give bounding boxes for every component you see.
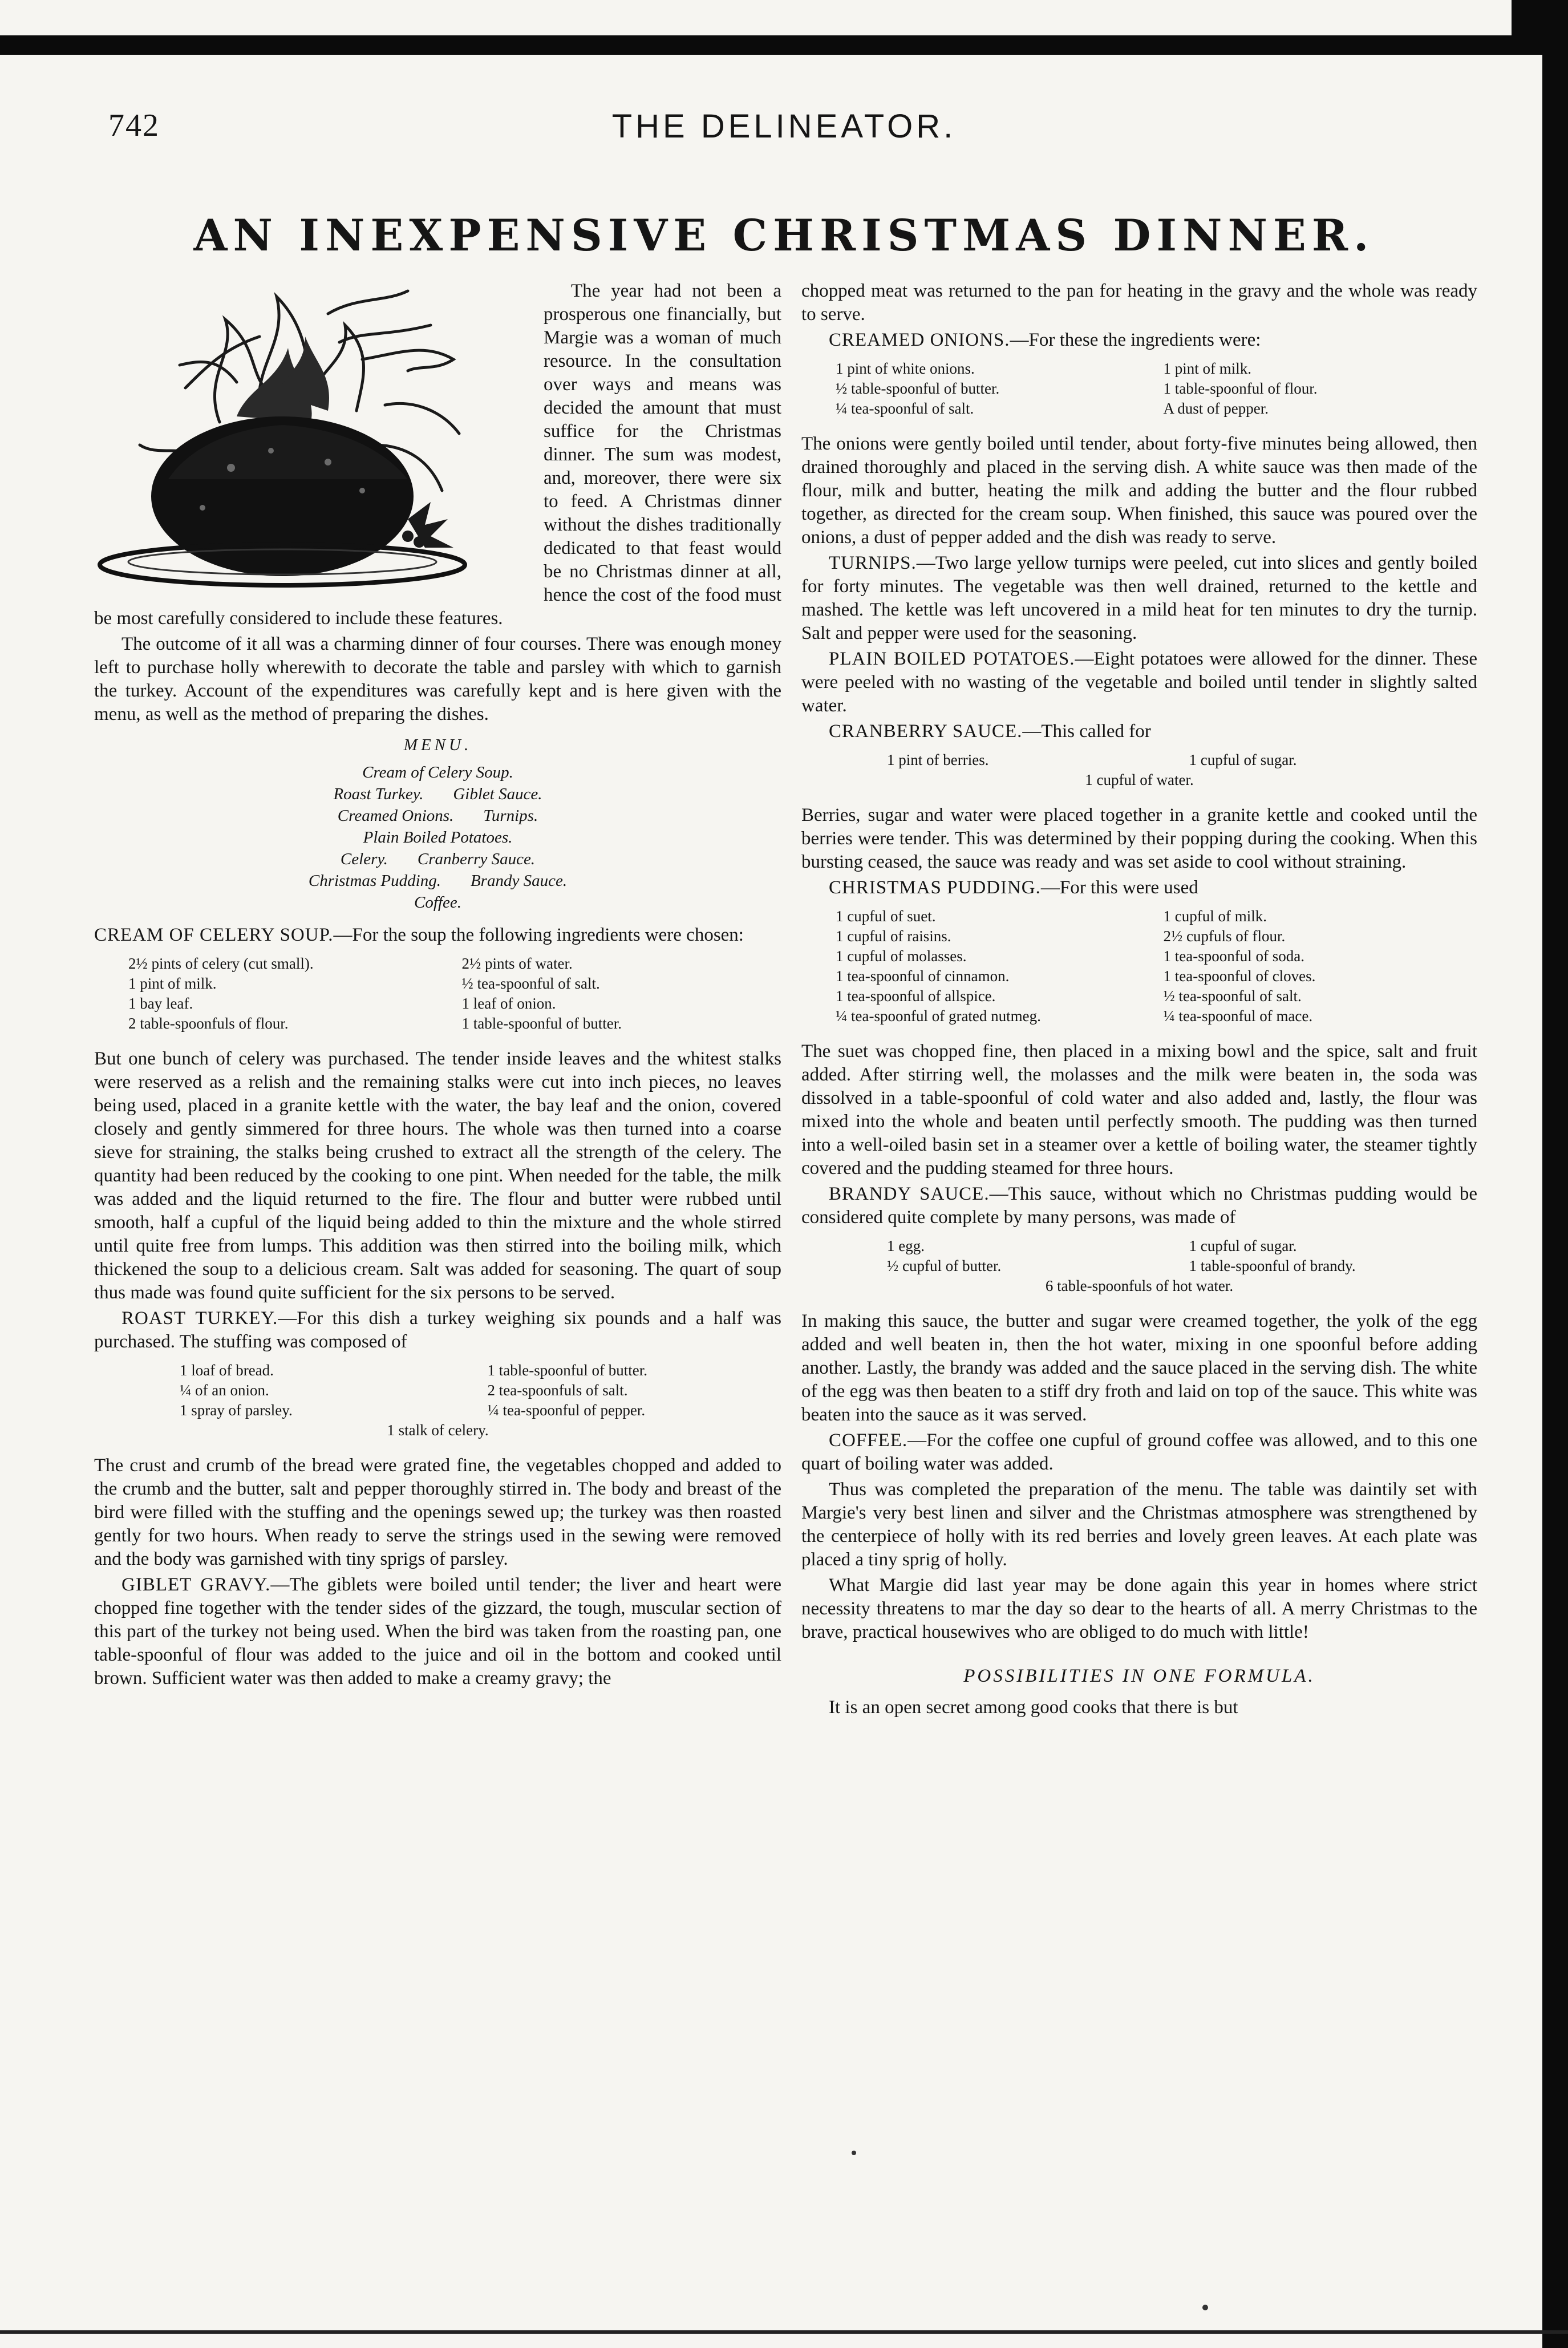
turkey-method: The crust and crumb of the bread were grated fine, the vegetables chopped and added to the crumb and the butter, salt and pepper thoroughly stirred in. The body and breast of the bird were filled with the stuffing and the openings sewed up; the turkey was then roasted gently for two hours. When ready to serve the strings used in the sewing were removed and the body was garnished with tiny sprigs of parsley. bbox=[94, 1455, 781, 1569]
section-text: —The giblets were boiled until tender; the liver and heart were chopped fine together with the tender sides of the gizzard, the tough, muscular section of this part of the turkey not being used. When the bird was taken from the roasting pan, one table-spoonful of flour was added to the juice and oil in the bottom and cooked until brown. Sufficient water was then added to make a creamy gravy; the bbox=[94, 1574, 781, 1689]
section-heading: COFFEE. bbox=[829, 1430, 908, 1451]
section-heading: CREAMED ONIONS. bbox=[829, 330, 1010, 350]
ingredient: 1 cupful of water. bbox=[1085, 771, 1194, 788]
ingredient: ½ tea-spoonful of salt. bbox=[1163, 987, 1302, 1005]
section-intro: —For this were used bbox=[1040, 877, 1198, 898]
ingredient: 2 table-spoonfuls of flour. bbox=[128, 1015, 289, 1032]
page-number: 742 bbox=[108, 108, 160, 143]
ingredient: ¼ tea-spoonful of salt. bbox=[836, 400, 974, 417]
ingredient: ½ table-spoonful of butter. bbox=[836, 380, 1000, 397]
soup-section bbox=[94, 924, 781, 947]
ingredient: 1 cupful of molasses. bbox=[836, 948, 967, 965]
onions-section bbox=[801, 329, 1477, 352]
menu-item: Roast Turkey. bbox=[333, 785, 424, 803]
ingredient: 1 leaf of onion. bbox=[461, 995, 556, 1012]
right-column bbox=[801, 280, 1477, 1722]
section-heading: TURNIPS. bbox=[829, 553, 917, 573]
section-heading: GIBLET GRAVY. bbox=[121, 1574, 271, 1595]
ingredient: ¼ tea-spoonful of mace. bbox=[1163, 1007, 1313, 1025]
menu-item: Plain Boiled Potatoes. bbox=[363, 828, 513, 847]
section-heading: CRANBERRY SAUCE. bbox=[829, 721, 1023, 742]
cranberry-ingredients bbox=[801, 750, 1477, 790]
section-text: —For the coffee one cupful of ground coffee was allowed, and to this one quart of boiling water was added. bbox=[801, 1430, 1477, 1474]
running-head: THE DELINEATOR. bbox=[611, 108, 957, 145]
closing-paragraph: What Margie did last year may be done again this year in homes where strict necessity threatens to mar the day so dear to the hearts of all. A merry Christmas to the brave, practical housewives who are obliged to do much with little! bbox=[801, 1575, 1477, 1642]
section-intro: —This called for bbox=[1022, 721, 1151, 742]
section-text: —Two large yellow turnips were peeled, cut into slices and gently boiled for forty minutes. The vegetable was then well drained, returned to the kettle and mashed. The kettle was left uncovered in a mild heat for ten minutes to dry the turnip. Salt and pepper were used for the seasoning. bbox=[801, 553, 1477, 643]
section-heading: ROAST TURKEY. bbox=[121, 1308, 278, 1329]
pudding-section bbox=[801, 876, 1477, 900]
onions-method: The onions were gently boiled until tender, about forty-five minutes being allowed, then drained thoroughly and placed in the serving dish. A white sauce was then made of the flour, milk and butter, heating the milk and adding the butter and the flour rubbed together, as directed for the cream soup. When finished, this sauce was poured over the onions, a dust of pepper added and the dish was ready to serve. bbox=[801, 434, 1477, 548]
ingredient: 1 tea-spoonful of soda. bbox=[1163, 948, 1304, 965]
menu bbox=[94, 734, 781, 913]
brandy-method: In making this sauce, the butter and sugar were creamed together, the yolk of the egg added and well beaten in, then the hot water, mixing in one spoonful before adding another. Lastly, the brandy was added and the sauce placed in the serving dish. The white of the egg was then beaten to a stiff dry froth and laid on top of the sauce. This white was beaten into the sauce as it was served. bbox=[801, 1311, 1477, 1425]
article-title: AN INEXPENSIVE CHRISTMAS DINNER. bbox=[193, 210, 1375, 261]
section-heading: BRANDY SAUCE. bbox=[829, 1184, 990, 1204]
menu-item: Giblet Sauce. bbox=[453, 785, 542, 803]
ingredient: 1 tea-spoonful of allspice. bbox=[836, 987, 996, 1005]
ingredient: ¼ tea-spoonful of grated nutmeg. bbox=[836, 1007, 1041, 1025]
ingredient: 1 table-spoonful of butter. bbox=[487, 1362, 647, 1379]
brandy-section bbox=[801, 1183, 1477, 1229]
ingredient: ¼ tea-spoonful of pepper. bbox=[487, 1402, 646, 1419]
menu-item: Christmas Pudding. bbox=[308, 872, 441, 890]
turnips-section bbox=[801, 552, 1477, 645]
menu-item: Turnips. bbox=[483, 807, 538, 825]
coffee-section bbox=[801, 1429, 1477, 1476]
right-black-border bbox=[1542, 0, 1568, 2348]
christmas-pudding-icon bbox=[88, 274, 528, 593]
ingredient: 1 pint of white onions. bbox=[836, 360, 975, 377]
soup-method: But one bunch of celery was purchased. The tender inside leaves and the whitest stalks were reserved as a relish and the remaining stalks were cut into inch pieces, no leaves being used, placed in a granite kettle with the water, the bay leaf and the onion, covered closely and gently simmered for three hours. The whole was then turned into a coarse sieve for straining, the stalks being crushed to extract all the strength of the celery. The quantity had been reduced by the cooking to one pint. When needed for the table, the milk was added and the liquid returned to the fire. The flour and butter were rubbed until smooth, half a cupful of the liquid being added to thin the mixture and the whole stirred until quite free from lumps. This addition was then stirred into the boiling milk, which thickened the soup to a delicious cream. Salt was added for seasoning. The quart of soup thus made was found quite sufficient for the six persons to be served. bbox=[94, 1048, 781, 1303]
section-intro: —For the soup the following ingredients were chosen: bbox=[333, 925, 744, 945]
ingredient: 1 cupful of sugar. bbox=[1189, 1237, 1297, 1254]
potatoes-section bbox=[801, 647, 1477, 718]
section-intro: —This sauce, without which no Christmas pudding would be considered quite complete by many persons, was made of bbox=[801, 1184, 1477, 1228]
menu-item: Cream of Celery Soup. bbox=[362, 763, 513, 782]
bottom-rule bbox=[0, 2330, 1568, 2334]
menu-item: Brandy Sauce. bbox=[470, 872, 568, 890]
turkey-section bbox=[94, 1307, 781, 1354]
onions-ingredients bbox=[801, 359, 1477, 419]
ingredient: 1 pint of milk. bbox=[128, 975, 217, 992]
ingredient: ½ tea-spoonful of salt. bbox=[461, 975, 600, 992]
ingredient: 2½ cupfuls of flour. bbox=[1163, 928, 1286, 945]
section-intro: —For this dish a turkey weighing six pounds and a half was purchased. The stuffing was composed of bbox=[94, 1308, 782, 1352]
ingredient: 1 spray of parsley. bbox=[180, 1402, 293, 1419]
ingredient: 1 egg. bbox=[887, 1237, 925, 1254]
intro-paragraph: The year had not been a prosperous one financially, but Margie was a woman of much resource. In the consultation over ways and means was decided the amount that must suffice for the Christmas dinner. The sum was modest, and, moreover, there were six to feed. A Christmas dinner without the dishes traditionally dedicated to that feast would be no Christmas dinner at all, hence the cost of the food must be most carefully considered to include these features. bbox=[94, 281, 781, 629]
possibilities-paragraph: It is an open secret among good cooks that there is but bbox=[829, 1697, 1238, 1718]
section-heading: PLAIN BOILED POTATOES. bbox=[829, 649, 1075, 669]
ingredient: 1 cupful of milk. bbox=[1163, 908, 1267, 925]
section-heading: CHRISTMAS PUDDING. bbox=[829, 877, 1041, 898]
soup-ingredients bbox=[94, 954, 781, 1034]
cranberry-section bbox=[801, 720, 1477, 743]
ingredient: 2½ pints of celery (cut small). bbox=[128, 955, 314, 972]
cranberry-method: Berries, sugar and water were placed together in a granite kettle and cooked until the berries were tender. This was determined by their popping during the cooking. When this bursting ceased, the sauce was ready and was set aside to cool without straining. bbox=[801, 805, 1477, 872]
ingredient: A dust of pepper. bbox=[1163, 400, 1269, 417]
print-speck bbox=[852, 2151, 856, 2155]
ingredient: 6 table-spoonfuls of hot water. bbox=[1045, 1277, 1234, 1294]
ingredient: 1 cupful of sugar. bbox=[1189, 751, 1297, 768]
ingredient: 1 tea-spoonful of cloves. bbox=[1163, 967, 1316, 985]
ingredient: 1 cupful of suet. bbox=[836, 908, 936, 925]
ingredient: 1 stalk of celery. bbox=[387, 1422, 489, 1439]
ingredient: 1 bay leaf. bbox=[128, 995, 193, 1012]
stuffing-ingredients bbox=[94, 1361, 781, 1440]
section-intro: —For these the ingredients were: bbox=[1010, 330, 1261, 350]
ingredient: 1 tea-spoonful of cinnamon. bbox=[836, 967, 1010, 985]
ingredient: 1 loaf of bread. bbox=[180, 1362, 274, 1379]
ingredient: 1 table-spoonful of flour. bbox=[1163, 380, 1318, 397]
ingredient: ½ cupful of butter. bbox=[887, 1257, 1002, 1274]
pudding-method: The suet was chopped fine, then placed in a mixing bowl and the spice, salt and fruit added. After stirring well, the molasses and the milk were beaten in, the soda was dissolved in a table-spoonful of cold water and also added and, lastly, the flour was mixed into the whole and beaten until perfectly smooth. The pudding was then turned into a well-oiled basin set in a steamer over a kettle of boiling water, the steamer tightly covered and the pudding steamed for three hours. bbox=[801, 1041, 1477, 1179]
top-paper-edge bbox=[0, 0, 1512, 35]
menu-item: Coffee. bbox=[414, 893, 461, 912]
giblet-section bbox=[94, 1573, 781, 1690]
section-heading: CREAM OF CELERY SOUP. bbox=[94, 925, 334, 945]
outcome-paragraph: The outcome of it all was a charming dinner of four courses. There was enough money left to purchase holly wherewith to decorate the table and parsley with which to garnish the turkey. Account of the expenditures was carefully kept and is here given with the menu, as well as the method of preparing the dishes. bbox=[94, 634, 781, 724]
ingredient: 2½ pints of water. bbox=[461, 955, 573, 972]
possibilities-heading: POSSIBILITIES IN ONE FORMULA. bbox=[963, 1666, 1315, 1686]
giblet-continued: chopped meat was returned to the pan for heating in the gravy and the whole was ready to serve. bbox=[801, 281, 1477, 325]
menu-item: Creamed Onions. bbox=[337, 807, 454, 825]
left-column bbox=[94, 280, 781, 1693]
print-speck bbox=[1202, 2305, 1208, 2310]
menu-item: Cranberry Sauce. bbox=[417, 850, 536, 868]
ingredient: 1 table-spoonful of brandy. bbox=[1189, 1257, 1356, 1274]
ingredient: 1 cupful of raisins. bbox=[836, 928, 951, 945]
ingredient: 1 pint of berries. bbox=[887, 751, 989, 768]
menu-heading: MENU. bbox=[403, 736, 472, 754]
menu-item: Celery. bbox=[340, 850, 388, 868]
ingredient: 1 table-spoonful of butter. bbox=[461, 1015, 622, 1032]
ingredient: ¼ of an onion. bbox=[180, 1382, 269, 1399]
pudding-ingredients bbox=[801, 906, 1477, 1026]
closing-paragraph: Thus was completed the preparation of the menu. The table was daintily set with Margie's very best linen and silver and the Christmas atmosphere was strengthened by the centerpiece of holly with its red berries and lovely green leaves. At each plate was placed a tiny sprig of holly. bbox=[801, 1479, 1477, 1570]
brandy-ingredients bbox=[801, 1236, 1477, 1296]
ingredient: 1 pint of milk. bbox=[1163, 360, 1251, 377]
section-text: —Eight potatoes were allowed for the dinner. These were peeled with no wasting of the vegetable and boiled until tender in slightly salted water. bbox=[801, 649, 1477, 716]
ingredient: 2 tea-spoonfuls of salt. bbox=[487, 1382, 628, 1399]
